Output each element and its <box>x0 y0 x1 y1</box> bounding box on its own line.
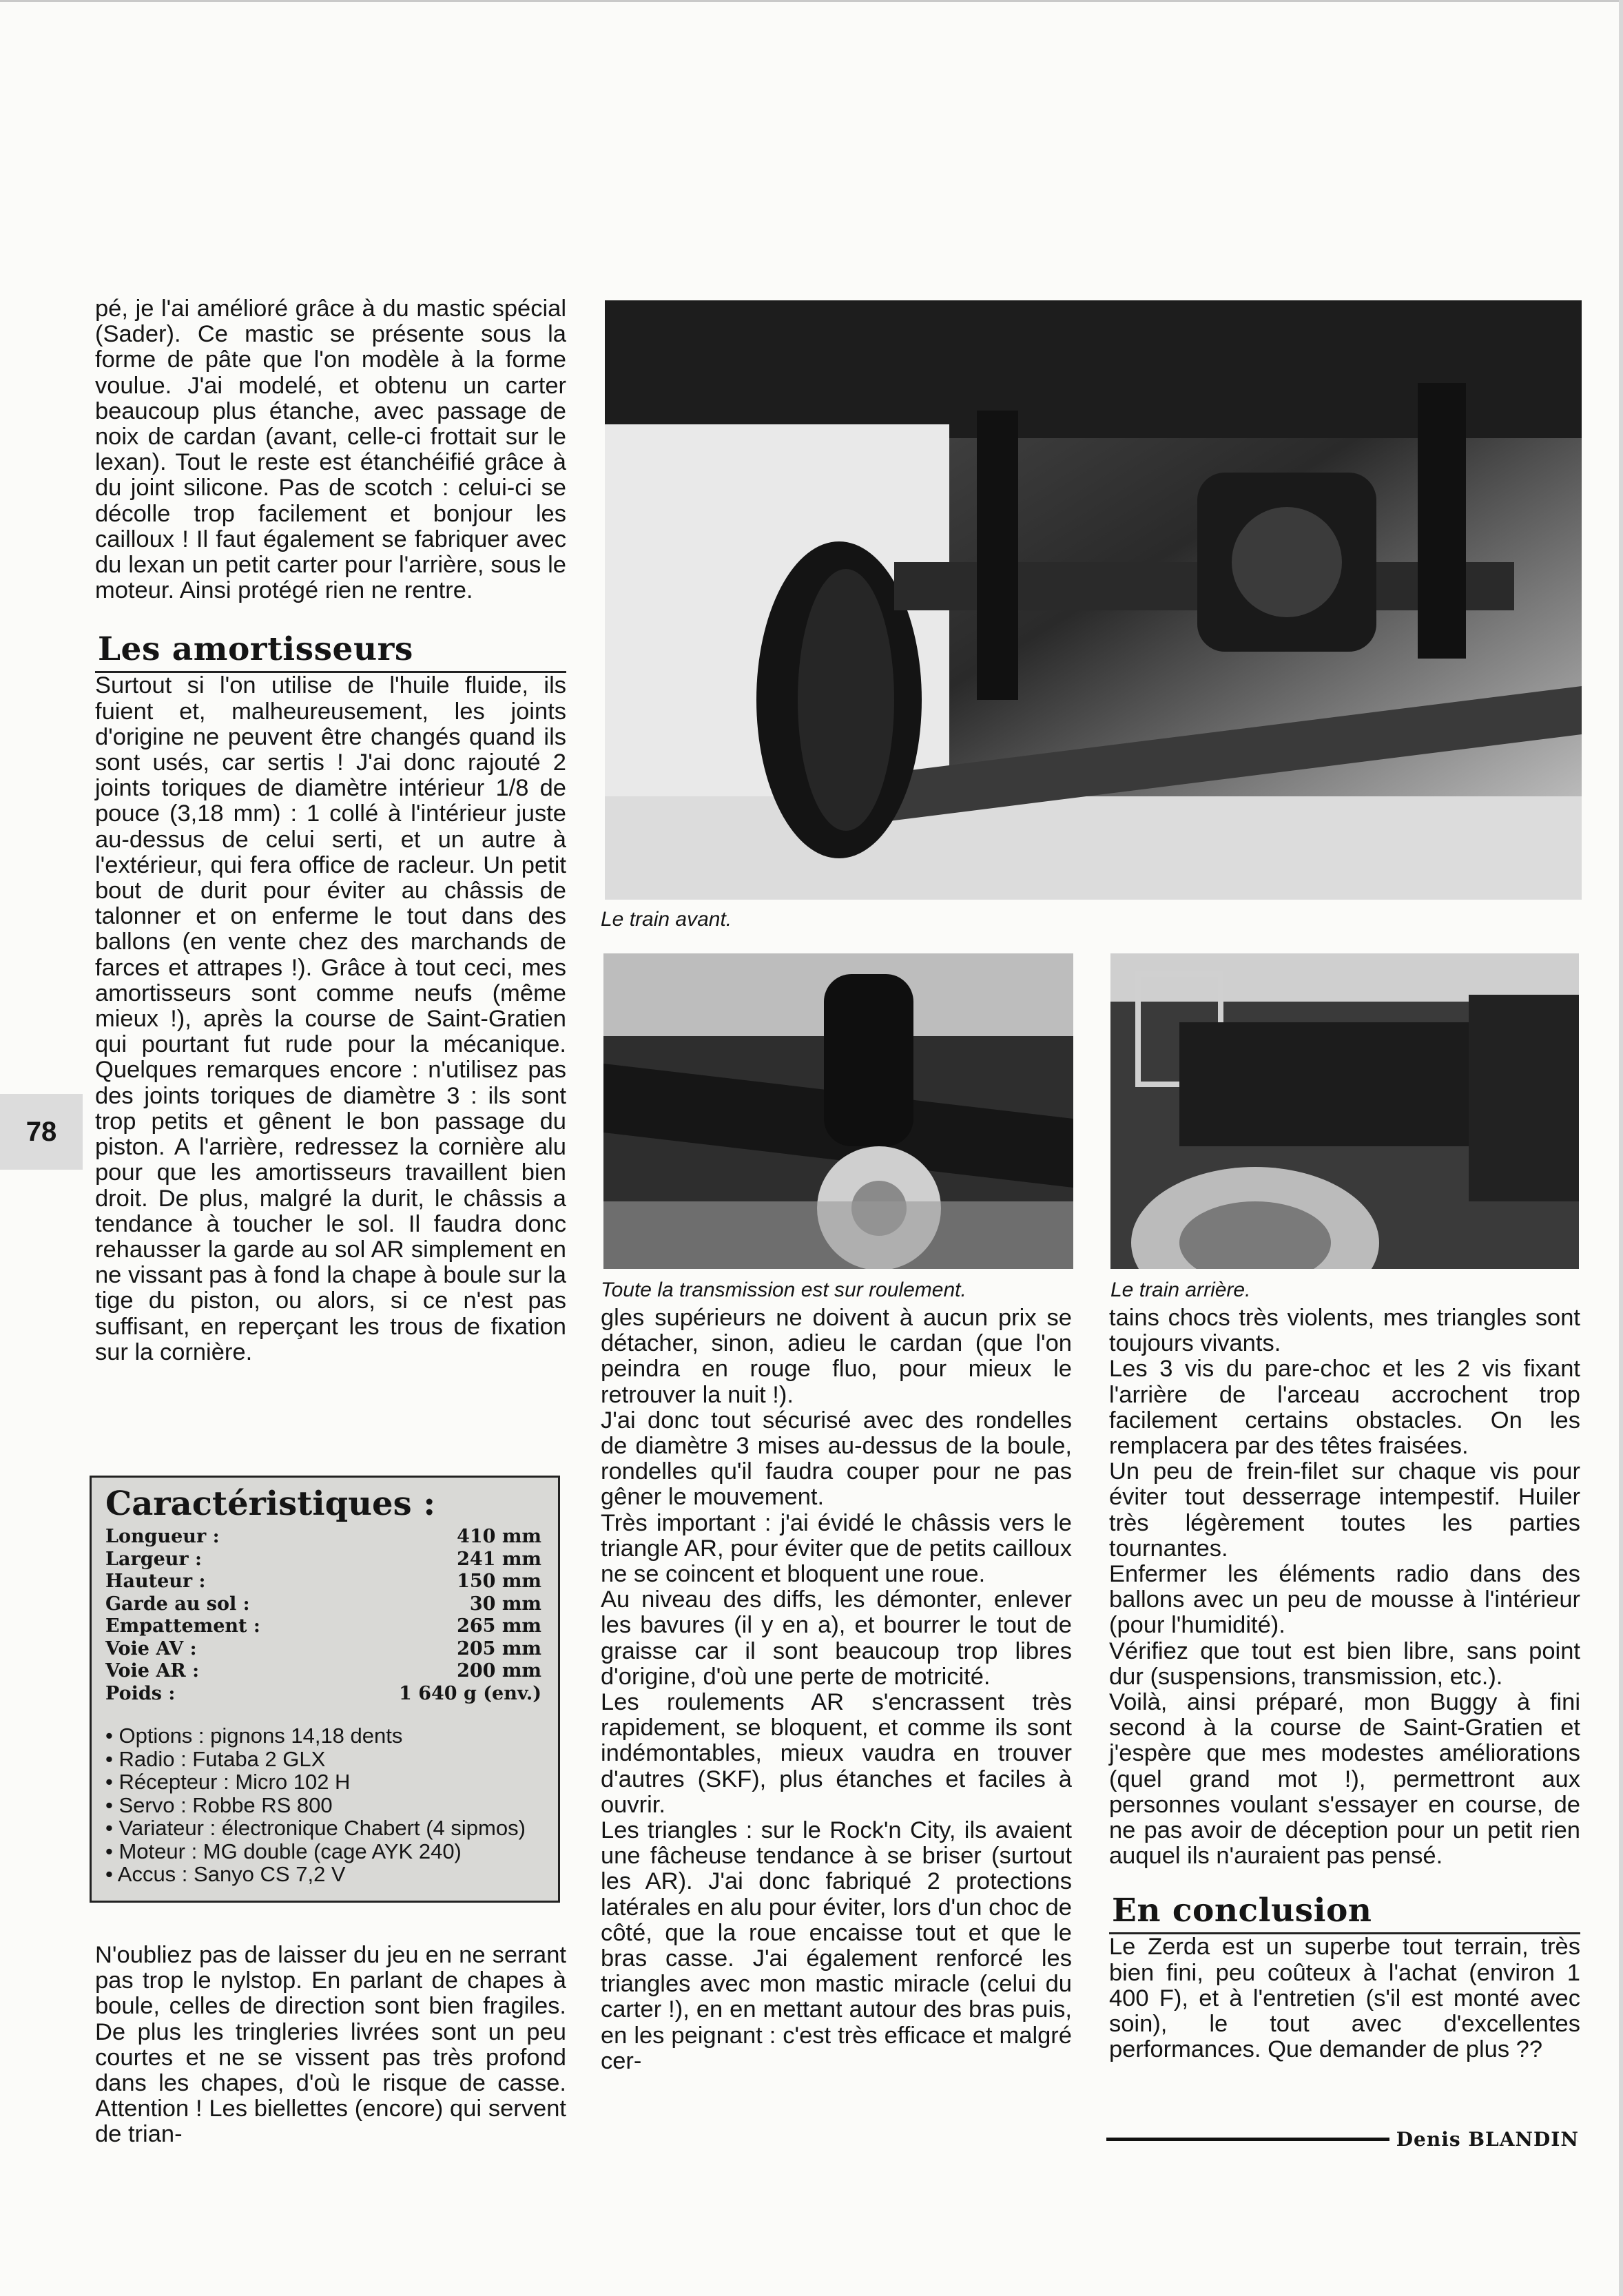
intro-paragraph: pé, je l'ai amélioré grâce à du mastic spécial (Sader). Ce mastic se présente sous la forme de pâte que l'on modèle à la forme voulue. J'ai modelé, et obtenu un carter beaucoup plus étanche, avec passage de noix de cardan (avant, celle-ci frottait sur le lexan). Tout le reste est étanchéifié grâce à du joint silicone. Pas de scotch : celui-ci se décolle trop facilement et bonjour les cailloux ! Il faut également se fabriquer avec du lexan un petit carter pour l'arrière, sous le moteur. Ainsi protégé rien ne rentre. <box>95 296 566 604</box>
photo-transmission <box>603 953 1073 1269</box>
paragraph: tains chocs très violents, mes triangles sont toujours vivants. <box>1109 1305 1580 1357</box>
spec-value: 1 640 g (env.) <box>399 1682 541 1704</box>
photo-front-suspension <box>605 300 1582 900</box>
paragraph: Les 3 vis du pare-choc et les 2 vis fixant l'arrière de l'arceau accrochent trop facilement certains obstacles. On les remplacera par des têtes fraisées. <box>1109 1356 1580 1460</box>
spec-label: Voie AR : <box>105 1660 200 1682</box>
paragraph: Les triangles : sur le Rock'n City, ils avaient une fâcheuse tendance à se briser (surtout les AR). J'ai donc fabriqué 2 protections latérales en alu pour éviter, lors d'un choc de côté, que la roue encaisse tout et que le bras casse. J'ai également renforcé les triangles avec mon mastic miracle (celui du carter !), en en mettant autour des bras puis, en les peignant : c'est très efficace et malgré cer- <box>601 1817 1072 2074</box>
spec-label: Voie AV : <box>105 1637 197 1659</box>
section-heading-amortisseurs: Les amortisseurs <box>95 631 566 673</box>
page-number: 78 <box>25 1116 57 1147</box>
spec-row <box>105 1683 544 1706</box>
specifications-box <box>90 1476 560 1903</box>
spec-value: 150 mm <box>457 1571 541 1592</box>
spec-row <box>105 1526 544 1549</box>
column-left-continued <box>95 1943 566 2148</box>
author-name: Denis BLANDIN <box>1396 2127 1579 2151</box>
spec-label: Hauteur : <box>105 1571 206 1592</box>
equipment-item: • Accus : Sanyo CS 7,2 V <box>105 1863 544 1886</box>
spec-row <box>105 1593 544 1616</box>
paragraph: Très important : j'ai évidé le châssis vers le triangle AR, pour éviter que de petits cailloux ne se coincent et bloquent une roue. <box>601 1509 1072 1588</box>
column-middle <box>601 1305 1072 2074</box>
equipment-item: • Radio : Futaba 2 GLX <box>105 1748 544 1771</box>
caption-front: Le train avant. <box>601 908 732 931</box>
spec-label: Longueur : <box>105 1526 220 1547</box>
paragraph: Un peu de frein-filet sur chaque vis pour éviter tout desserrage intempestif. Huiler très légèrement toutes les parties tournantes. <box>1109 1458 1580 1562</box>
equipment-list <box>105 1724 544 1886</box>
spec-row <box>105 1615 544 1638</box>
paragraph: Enfermer les éléments radio dans des ballons avec un peu de mousse à l'intérieur (pour l'humidité). <box>1109 1561 1580 1639</box>
equipment-item: • Servo : Robbe RS 800 <box>105 1794 544 1817</box>
spec-label: Empattement : <box>105 1615 260 1637</box>
spec-label: Largeur : <box>105 1548 202 1570</box>
photo-rear-suspension <box>1110 953 1579 1269</box>
caption-transmission: Toute la transmission est sur roulement. <box>601 1279 966 1301</box>
spec-label: Poids : <box>105 1682 176 1704</box>
page-top-edge <box>0 0 1623 2</box>
signature-rule <box>1106 2138 1389 2141</box>
section-heading-conclusion: En conclusion <box>1109 1892 1580 1934</box>
spec-row <box>105 1660 544 1683</box>
page-number-tab <box>0 1094 83 1170</box>
paragraph: Vérifiez que tout est bien libre, sans point dur (suspensions, transmission, etc.). <box>1109 1637 1580 1690</box>
paragraph: gles supérieurs ne doivent à aucun prix se détacher, sinon, adieu le cardan (que l'on peindra en rouge fluo, pour mieux le retrouver la nuit !). <box>601 1305 1072 1408</box>
spec-value: 410 mm <box>457 1526 541 1547</box>
spec-row <box>105 1638 544 1661</box>
spec-value: 30 mm <box>469 1593 541 1615</box>
caption-rear: Le train arrière. <box>1110 1279 1251 1301</box>
after-box-paragraph: N'oubliez pas de laisser du jeu en ne serrant pas trop le nylstop. En parlant de chapes à boule, celles de direction sont bien fragiles. De plus les tringleries livrées sont un peu courtes et ne se vissent pas très profond dans les chapes, d'où le risque de casse. Attention ! Les biellettes (encore) qui servent de trian- <box>95 1942 566 2148</box>
spec-value: 241 mm <box>457 1548 541 1570</box>
spec-value: 200 mm <box>457 1660 541 1682</box>
author-signature <box>1106 2123 1579 2155</box>
page-right-edge <box>1619 0 1623 2296</box>
equipment-item: • Options : pignons 14,18 dents <box>105 1724 544 1748</box>
equipment-item: • Récepteur : Micro 102 H <box>105 1770 544 1794</box>
paragraph: Les roulements AR s'encrassent très rapidement, se bloquent, et comme ils sont indémontables, mieux vaudra en trouver d'autres (SKF), plus étanches et faciles à ouvrir. <box>601 1689 1072 1818</box>
spec-value: 205 mm <box>457 1637 541 1659</box>
equipment-item: • Moteur : MG double (cage AYK 240) <box>105 1840 544 1863</box>
column-left <box>95 296 566 1365</box>
paragraph: Au niveau des diffs, les démonter, enlever les bavures (il y en a), et bourrer le tout de graisse car il sont beaucoup trop libres d'origine, d'où une perte de motricité. <box>601 1586 1072 1690</box>
equipment-item: • Variateur : électronique Chabert (4 sipmos) <box>105 1817 544 1840</box>
specifications-title: Caractéristiques : <box>105 1485 436 1523</box>
conclusion-paragraph: Le Zerda est un superbe tout terrain, très bien fini, peu coûteux à l'achat (environ 1 400 F), et à l'entretien (s'il est monté avec soin), le tout avec d'excellentes performances. Que demander de plus ?? <box>1109 1934 1580 2063</box>
paragraph: Voilà, ainsi préparé, mon Buggy à fini second à la course de Saint-Gratien et j'espère que mes modestes améliorations (quel grand mot !), permettront aux personnes voulant s'essayer en course, de ne pas avoir de déception pour un petit rien auquel ils n'auraient pas pensé. <box>1109 1689 1580 1870</box>
amortisseurs-paragraph: Surtout si l'on utilise de l'huile fluide, ils fuient et, malheureusement, les joints d'origine ne peuvent être changés quand ils sont usés, car sertis ! J'ai donc rajouté 2 joints toriques de diamètre intérieur 1/8 de pouce (3,18 mm) : 1 collé à l'intérieur juste au-dessus de celui serti, et un autre à l'extérieur, qui fera office de racleur. Un petit bout de durit pour éviter au châssis de talonner et on enferme le tout dans des ballons (en vente chez des marchands de farces et attrapes !). Grâce à tout ceci, mes amortisseurs sont comme neufs (même mieux !), après la course de Saint-Gratien qui pourtant fut rude pour la mécanique. Quelques remarques encore : n'utilisez pas des joints toriques de diamètre 3 : ils sont trop petits et gênent le bon passage du piston. A l'arrière, redressez la cornière alu pour que les amortisseurs travaillent bien droit. De plus, malgré la durit, le châssis a tendance à toucher le sol. Il faudra donc rehausser la garde au sol AR simplement en ne vissant pas à fond la chape à boule sur la tige du piston, ou alors, si ce n'est pas suffisant, en reperçant les trous de fixation sur la cornière. <box>95 672 566 1365</box>
spec-label: Garde au sol : <box>105 1593 250 1615</box>
column-right <box>1109 1305 1580 2062</box>
paragraph: J'ai donc tout sécurisé avec des rondelles de diamètre 3 mises au-dessus de la boule, rondelles qu'il faudra couper pour ne pas gêner le mouvement. <box>601 1407 1072 1511</box>
spec-row <box>105 1549 544 1571</box>
spec-value: 265 mm <box>457 1615 541 1637</box>
spec-row <box>105 1571 544 1593</box>
